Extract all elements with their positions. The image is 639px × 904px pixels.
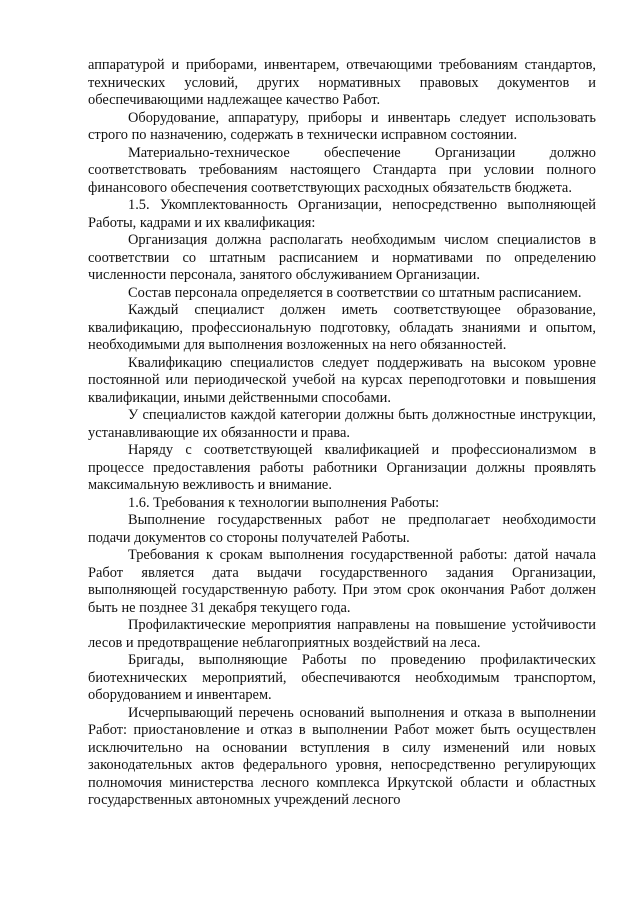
paragraph-brigades: Бригады, выполняющие Работы по проведению профилактических биотехнических мероприятий, обеспечиваются необходимым транспортом, оборудованием и инвентарем. bbox=[88, 652, 596, 703]
paragraph-deadlines: Требования к срокам выполнения государственной работы: датой начала Работ является дата выдачи государственного задания Организации, выполняющей государственную работу. При этом срок окончания Работ должен быть не позднее 31 декабря текущего года. bbox=[88, 547, 596, 616]
paragraph-courtesy: Наряду с соответствующей квалификацией и профессионализмом в процессе предоставления работы работники Организации должны проявлять максимальную вежливость и внимание. bbox=[88, 442, 596, 493]
paragraph-continuation: аппаратурой и приборами, инвентарем, отвечающими требованиям стандартов, технических условий, других нормативных правовых документов и обеспечивающими надлежащее качество Работ. bbox=[88, 57, 596, 108]
paragraph-specialist-education: Каждый специалист должен иметь соответствующее образование, квалификацию, профессиональную подготовку, обладать знаниями и опытом, необходимыми для выполнения возложенных на него обязанностей. bbox=[88, 302, 596, 353]
paragraph-no-documents: Выполнение государственных работ не предполагает необходимости подачи документов со стороны получателей Работы. bbox=[88, 512, 596, 546]
section-heading-1-6: 1.6. Требования к технологии выполнения Работы: bbox=[128, 494, 440, 511]
paragraph-preventive-measures: Профилактические мероприятия направлены на повышение устойчивости лесов и предотвращение неблагоприятных воздействий на леса. bbox=[88, 617, 596, 651]
section-heading-1-5: 1.5. Укомплектованность Организации, непосредственно выполняющей Работы, кадрами и их квалификация: bbox=[88, 197, 596, 231]
paragraph-qualification-maintenance: Квалификацию специалистов следует поддерживать на высоком уровне постоянной или периодической учебой на курсах переподготовки и повышения квалификации, иными действенными способами. bbox=[88, 354, 596, 406]
paragraph-material-support: Материально-техническое обеспечение Организации должно соответствовать требованиям настоящего Стандарта при условии полного финансового обеспечения соответствующих расходных обязательств бюджета. bbox=[88, 144, 596, 196]
paragraph-equipment-usage: Оборудование, аппаратуру, приборы и инвентарь следует использовать строго по назначению, содержать в технически исправном состоянии. bbox=[88, 109, 596, 143]
document-page bbox=[88, 57, 596, 810]
paragraph-refusal-grounds: Исчерпывающий перечень оснований выполнения и отказа в выполнении Работ: приостановление и отказ в выполнении Работ может быть осуществлен исключительно на основании вступления в силу изменений или новых законодательных актов федерального уровня, непосредственно регулирующих полномочия министерства лесного комплекса Иркутской области и областных государственных автономных учреждений лесного bbox=[88, 704, 596, 808]
paragraph-staffing: Организация должна располагать необходимым числом специалистов в соответствии со штатным расписанием и нормативами по определению численности персонала, занятого обслуживанием Организации. bbox=[88, 232, 596, 283]
paragraph-staff-composition: Состав персонала определяется в соответствии со штатным расписанием. bbox=[128, 284, 582, 301]
paragraph-job-instructions: У специалистов каждой категории должны быть должностные инструкции, устанавливающие их обязанности и права. bbox=[88, 407, 596, 441]
